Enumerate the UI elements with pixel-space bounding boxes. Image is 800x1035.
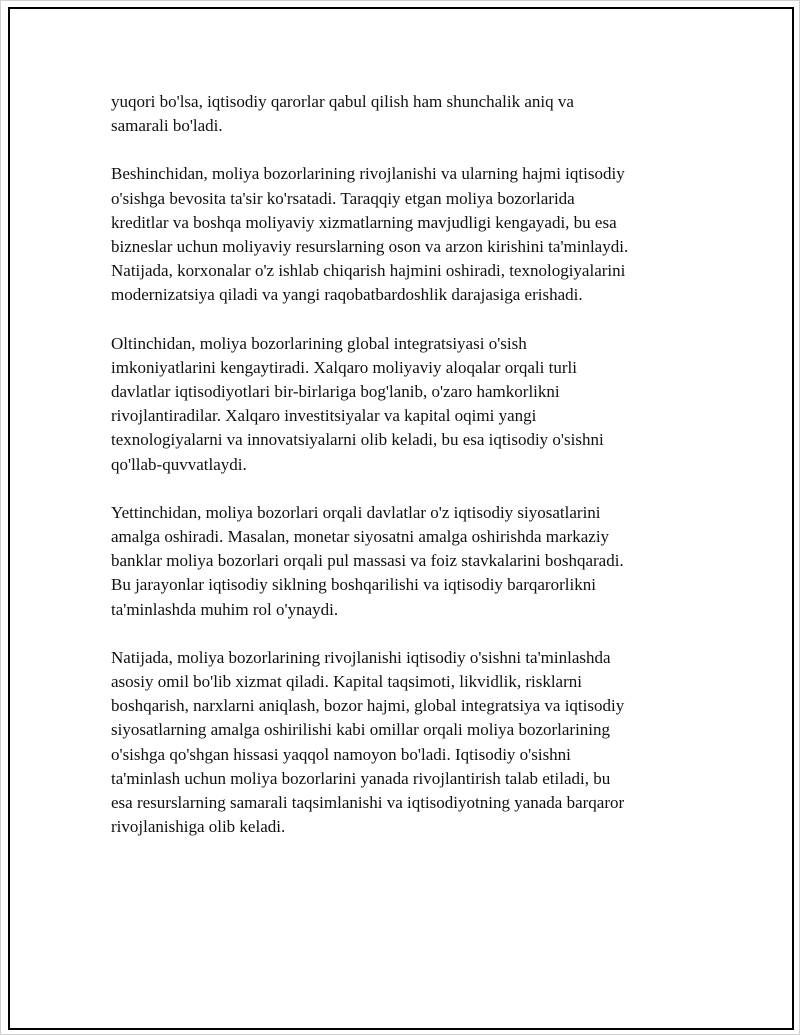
paragraph-sixth-point: Oltinchidan, moliya bozorlarining global integratsiyasi o'sish imkoniyatlarini kengaytiradi. Xalqaro moliyaviy aloqalar orqali turli davlatlar iqtisodiyotlari bir-birlariga bog'lanib, o'zaro hamkorlikni rivojlantiradilar. Xalqaro investitsiyalar va kapital oqimi yangi texnologiyalarni va innovatsiyalarni olib keladi, bu esa iqtisodiy o'sishni qo'llab-quvvatlaydi. [111, 333, 604, 474]
paragraph-seventh-point: Yettinchidan, moliya bozorlari orqali davlatlar o'z iqtisodiy siyosatlarini amalga oshiradi. Masalan, monetar siyosatni amalga oshirishda markaziy banklar moliya bozorlari orqali pul massasi va foiz stavkalarini boshqaradi. Bu jarayonlar iqtisodiy siklning boshqarilishi va iqtisodiy barqarorlikni ta'minlashda muhim rol o'ynaydi. [111, 502, 624, 619]
paragraph-continuation: yuqori bo'lsa, iqtisodiy qarorlar qabul qilish ham shunchalik aniq va samarali bo'ladi. [111, 92, 574, 136]
paragraph-conclusion: Natijada, moliya bozorlarining rivojlanishi iqtisodiy o'sishni ta'minlashda asosiy omil bo'lib xizmat qiladi. Kapital taqsimoti, likvidlik, risklarni boshqarish, narxlarni aniqlash, bozor hajmi, global integratsiya va iqtisodiy siyosatlarning amalga oshirilishi kabi omillar orqali moliya bozorlarining o'sishga qo'shgan hissasi yaqqol namoyon bo'ladi. Iqtisodiy o'sishni ta'minlash uchun moliya bozorlarini yanada rivojlantirish talab etiladi, bu esa resurslarning samarali taqsimlanishi va iqtisodiyotning yanada barqaror rivojlanishiga olib keladi. [111, 647, 625, 837]
paragraph-fifth-point: Beshinchidan, moliya bozorlarining rivojlanishi va ularning hajmi iqtisodiy o'sishga bevosita ta'sir ko'rsatadi. Taraqqiy etgan moliya bozorlarida kreditlar va boshqa moliyaviy xizmatlarning mavjudligi kengayadi, bu esa bizneslar uchun moliyaviy resurslarning oson va arzon kirishini ta'minlaydi. Natijada, korxonalar o'z ishlab chiqarish hajmini oshiradi, texnologiyalarini modernizatsiya qiladi va yangi raqobatbardoshlik darajasiga erishadi. [111, 164, 629, 305]
document-body [111, 90, 701, 863]
